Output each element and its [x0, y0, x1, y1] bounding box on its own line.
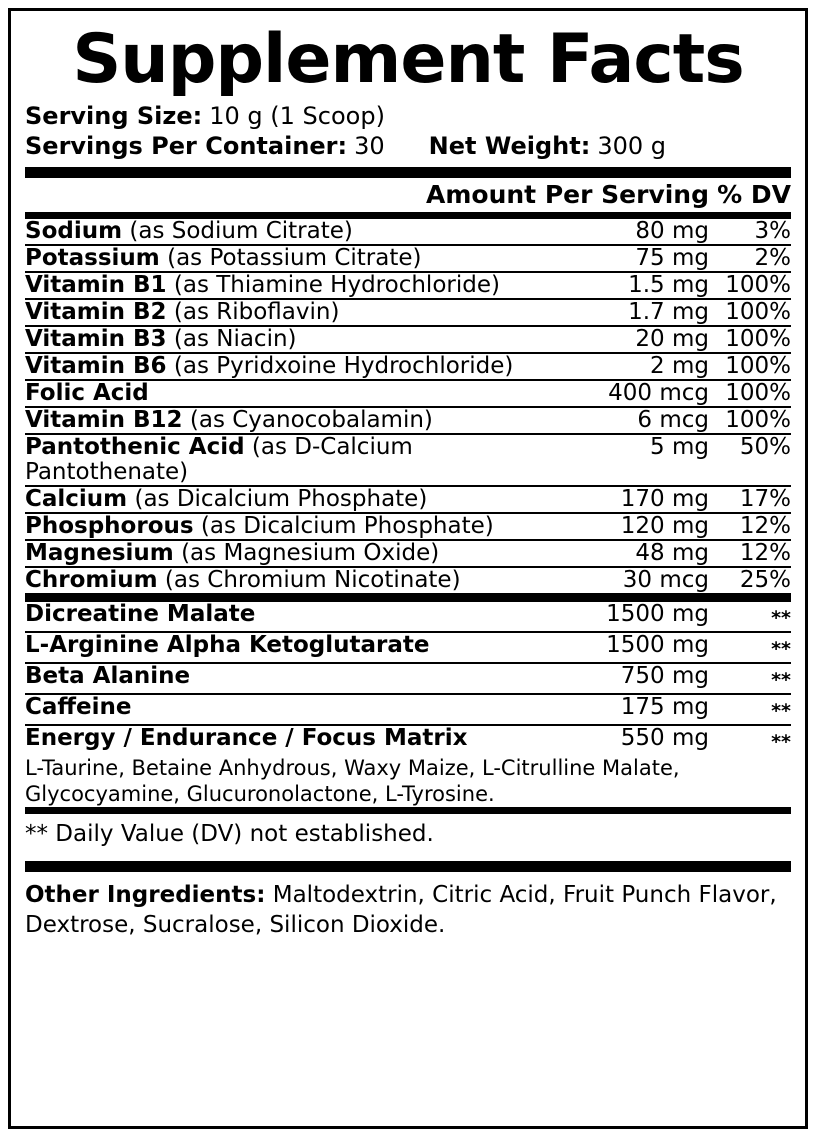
nutrient-source: (as Chromium Nicotinate) [164, 567, 461, 593]
nutrient-name: Magnesium [25, 540, 174, 566]
nutrient-source: (as Thiamine Hydrochloride) [173, 272, 500, 298]
nutrient-name: Vitamin B3 [25, 326, 167, 352]
table-row [25, 219, 791, 245]
blend-amount: 550 mg [559, 725, 709, 755]
table-row [25, 601, 791, 632]
nutrient-source: (as Sodium Citrate) [129, 218, 353, 244]
footnote-daily-value: ** Daily Value (DV) not established. [25, 821, 434, 847]
other-ingredients [25, 872, 791, 940]
nutrient-source: (as Pyridxoine Hydrochloride) [173, 353, 514, 379]
table-row [25, 353, 791, 380]
nutrient-name: Phosphorous [25, 513, 194, 539]
table-row [25, 694, 791, 725]
nutrient-amount: 30 mcg [559, 567, 709, 593]
nutrient-name-cell [25, 513, 559, 540]
table-row [25, 513, 791, 540]
nutrient-source: (as Dicalcium Phosphate) [134, 486, 428, 512]
nutrient-amount: 1.7 mg [559, 299, 709, 326]
nutrient-amount: 170 mg [559, 486, 709, 513]
nutrient-daily-value: 100% [709, 272, 791, 299]
serving-size-label: Serving Size: [25, 102, 203, 130]
nutrient-amount: 2 mg [559, 353, 709, 380]
divider-blend-med [25, 593, 791, 600]
nutrient-name: Pantothenic Acid [25, 434, 245, 460]
blends-table [25, 600, 791, 807]
nutrient-name: Vitamin B2 [25, 299, 167, 325]
nutrient-name-cell [25, 245, 559, 272]
blend-name: Dicreatine Malate [25, 601, 256, 627]
table-row [25, 725, 791, 755]
blend-name-cell [25, 663, 559, 694]
nutrient-amount: 120 mg [559, 513, 709, 540]
servings-per-container-line [25, 131, 791, 161]
nutrient-source: (as Niacin) [173, 326, 297, 352]
nutrient-amount: 75 mg [559, 245, 709, 272]
nutrient-daily-value: 3% [754, 218, 791, 244]
divider-bottom-thick [25, 861, 791, 872]
table-row [25, 434, 791, 486]
nutrient-source: (as Riboflavin) [173, 299, 340, 325]
table-row [25, 326, 791, 353]
blend-sub-row [25, 755, 791, 807]
blend-amount: 175 mg [559, 694, 709, 725]
nutrient-amount: 80 mg [635, 218, 709, 244]
nutrient-source: (as Dicalcium Phosphate) [200, 513, 494, 539]
table-row [25, 567, 791, 593]
header-table [25, 178, 791, 212]
blend-daily-value: ** [709, 694, 791, 725]
nutrient-name: Sodium [25, 218, 123, 244]
other-ingredients-value: Maltodextrin, Citric Acid, Fruit Punch Flavor, Dextrose, Sucralose, Silicon Dioxide. [25, 882, 777, 938]
blend-amount: 750 mg [559, 663, 709, 694]
nutrient-source: (as Magnesium Oxide) [181, 540, 440, 566]
nutrient-name: Vitamin B12 [25, 407, 183, 433]
table-row [25, 407, 791, 434]
nutrient-daily-value: 25% [709, 567, 791, 593]
blend-daily-value: ** [709, 663, 791, 694]
blend-name-cell [25, 725, 559, 755]
nutrient-name-cell [25, 434, 559, 486]
nutrient-source: (as Cyanocobalamin) [189, 407, 433, 433]
nutrient-source: (as Potassium Citrate) [167, 245, 422, 271]
nutrient-name-cell [25, 380, 559, 407]
net-weight-label: Net Weight: [428, 132, 591, 160]
blend-name-cell [25, 601, 559, 632]
nutrient-name: Potassium [25, 245, 160, 271]
nutrient-name-cell [25, 486, 559, 513]
blend-name-cell [25, 632, 559, 663]
header-amount-per-serving: Amount Per Serving [426, 180, 709, 209]
nutrient-name: Folic Acid [25, 380, 149, 406]
nutrient-name: Calcium [25, 486, 128, 512]
header-percent-dv: % DV [717, 180, 791, 209]
nutrient-amount: 400 mcg [559, 380, 709, 407]
nutrient-daily-value: 12% [709, 540, 791, 567]
nutrient-name-cell [25, 219, 559, 245]
nutrient-name-cell [25, 540, 559, 567]
blend-sub-ingredients: L-Taurine, Betaine Anhydrous, Waxy Maize, L-Citrulline Malate, Glycocyamine, Glucuronolactone, L-Tyrosine. [25, 756, 680, 806]
blend-name: Caffeine [25, 694, 132, 720]
nutrient-name-cell [25, 299, 559, 326]
blend-name: L-Arginine Alpha Ketoglutarate [25, 632, 430, 658]
page-title: Supplement Facts [72, 20, 744, 99]
nutrient-daily-value: 100% [709, 353, 791, 380]
nutrient-amount: 1.5 mg [559, 272, 709, 299]
nutrient-name-cell [25, 353, 559, 380]
table-header-row [25, 178, 791, 212]
table-row [25, 632, 791, 663]
blend-name: Beta Alanine [25, 663, 191, 689]
blend-amount: 1500 mg [559, 601, 709, 632]
nutrient-source: (as D-Calcium Pantothenate) [25, 434, 413, 485]
nutrient-name: Chromium [25, 567, 158, 593]
nutrient-amount: 20 mg [559, 326, 709, 353]
nutrient-daily-value: 100% [709, 380, 791, 407]
blend-daily-value: ** [709, 632, 791, 663]
table-row [25, 380, 791, 407]
nutrient-daily-value: 2% [709, 245, 791, 272]
serving-size-value: 10 g (1 Scoop) [209, 102, 385, 130]
supplement-facts-panel [8, 8, 808, 1129]
nutrient-name: Vitamin B1 [25, 272, 167, 298]
table-row [25, 540, 791, 567]
nutrient-amount: 6 mcg [559, 407, 709, 434]
serving-size-line [25, 101, 791, 131]
divider-footnote-med [25, 807, 791, 814]
table-row [25, 663, 791, 694]
blend-name: Energy / Endurance / Focus Matrix [25, 725, 468, 751]
table-row [25, 245, 791, 272]
nutrient-daily-value: 12% [709, 513, 791, 540]
nutrient-name-cell [25, 326, 559, 353]
nutrient-name-cell [25, 407, 559, 434]
table-row [25, 272, 791, 299]
nutrient-amount: 5 mg [559, 434, 709, 486]
blend-name-cell [25, 694, 559, 725]
nutrient-daily-value: 100% [709, 407, 791, 434]
table-row [25, 486, 791, 513]
blend-amount: 1500 mg [559, 632, 709, 663]
other-ingredients-label: Other Ingredients: [25, 882, 266, 908]
blend-daily-value: ** [709, 601, 791, 632]
net-weight-value: 300 g [597, 132, 666, 160]
nutrient-daily-value: 17% [709, 486, 791, 513]
divider-top-thick [25, 167, 791, 178]
servings-per-container-label: Servings Per Container: [25, 132, 348, 160]
nutrient-amount: 48 mg [559, 540, 709, 567]
blend-daily-value: ** [709, 725, 791, 755]
servings-per-container-value: 30 [354, 132, 385, 160]
nutrient-name-cell [25, 272, 559, 299]
nutrient-daily-value: 100% [709, 326, 791, 353]
nutrient-name: Vitamin B6 [25, 353, 167, 379]
nutrient-name-cell [25, 567, 559, 593]
table-row [25, 299, 791, 326]
nutrients-table [25, 219, 791, 593]
nutrient-daily-value: 50% [709, 434, 791, 486]
nutrient-daily-value: 100% [709, 299, 791, 326]
